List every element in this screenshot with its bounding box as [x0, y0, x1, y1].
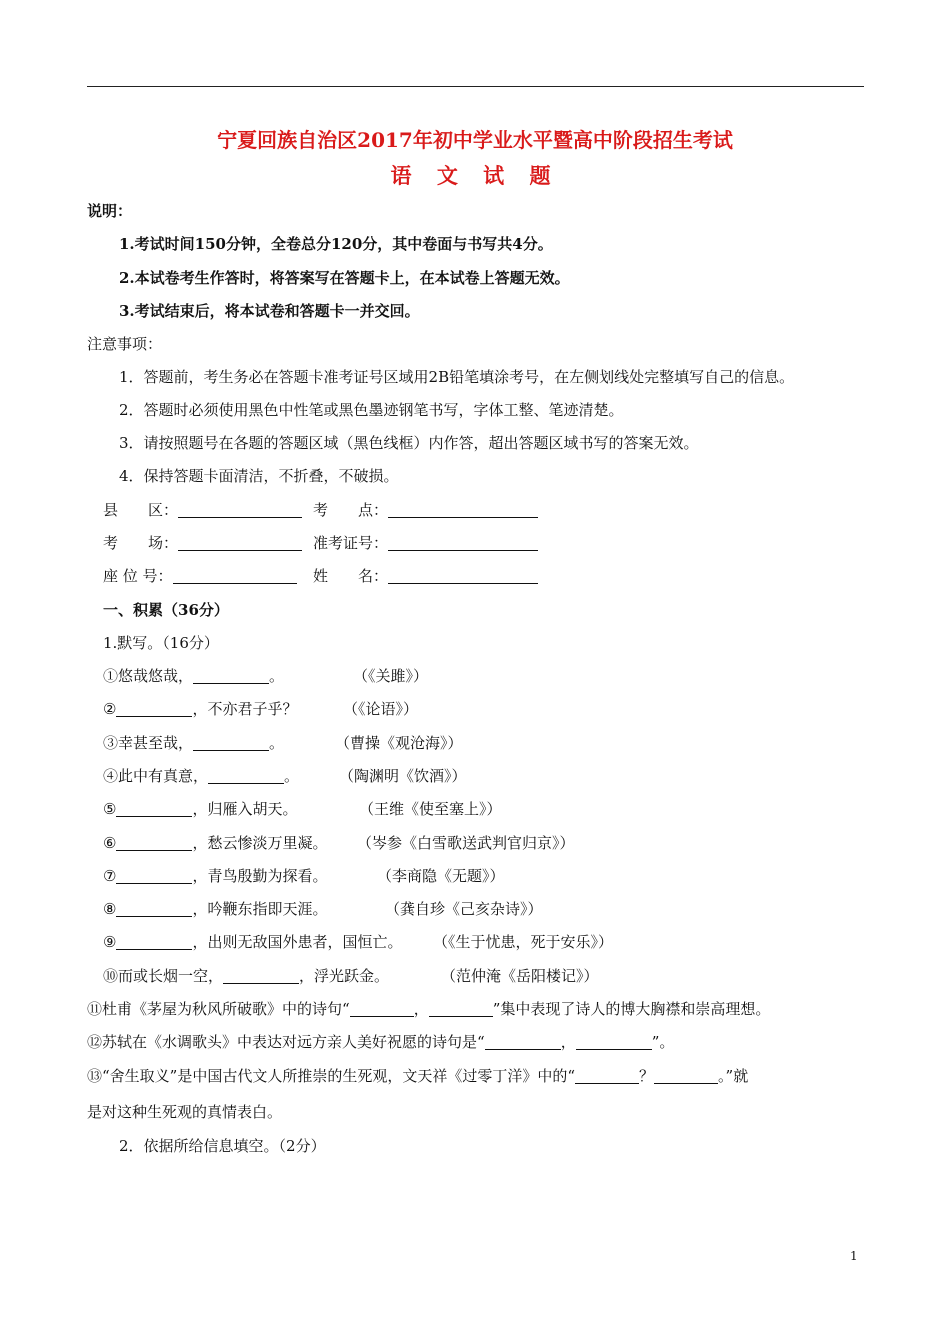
item-number: ⑪	[87, 1000, 103, 1018]
item-number: ⑩	[103, 967, 119, 985]
item-source: （龚自珍《己亥杂诗》）	[385, 900, 543, 918]
county-label: 县 区：	[103, 501, 179, 519]
answer-blank[interactable]	[429, 1002, 493, 1017]
item-text: ，青鸟殷勤为探看。	[192, 867, 328, 885]
answer-blank[interactable]	[116, 702, 192, 717]
q2-heading: 2．依据所给信息填空。（2分）	[119, 1137, 326, 1155]
answer-blank[interactable]	[350, 1002, 414, 1017]
dictation-item	[103, 765, 467, 786]
item-text: ，吟鞭东指即天涯。	[192, 900, 328, 918]
ticket-no-field	[313, 532, 538, 553]
item-number: ⑥	[103, 834, 117, 852]
exam-room-blank[interactable]	[178, 536, 302, 551]
dictation-item-13	[87, 1065, 748, 1086]
item-text: ”。	[651, 1033, 675, 1051]
item-text: ，不亦君子乎？	[192, 700, 298, 718]
exam-room-field	[103, 532, 302, 553]
item-source: （《生于忧患，死于安乐》）	[433, 933, 614, 951]
item-text: 苏轼在《水调歌头》中表达对远方亲人美好祝愿的诗句是“	[102, 1033, 485, 1051]
item-text: 悠哉悠哉，	[118, 667, 194, 685]
exam-site-label: 考 点：	[313, 501, 389, 519]
item-number: ①	[103, 667, 119, 685]
dictation-item-11	[87, 998, 770, 1019]
note-item: 3．请按照题号在各题的答题区域（黑色线框）内作答，超出答题区域书写的答案无效。	[119, 434, 699, 452]
item-source: （岑参《白雪歌送武判官归京》）	[357, 834, 575, 852]
dictation-item	[103, 732, 463, 753]
seat-no-label: 座 位 号：	[103, 567, 173, 585]
answer-blank[interactable]	[116, 935, 192, 950]
ticket-no-label: 准考证号：	[313, 534, 389, 552]
name-blank[interactable]	[388, 569, 538, 584]
instructions-heading: 说明：	[87, 202, 133, 220]
exam-title: 宁夏回族自治区2017年初中学业水平暨高中阶段招生考试	[217, 128, 733, 152]
item-number: ②	[103, 700, 117, 718]
item-text: 。	[269, 667, 285, 685]
item-number: ⑨	[103, 933, 117, 951]
dictation-item	[103, 931, 614, 952]
item-text: ”集中表现了诗人的博大胸襟和崇高理想。	[492, 1000, 771, 1018]
page-number: 1	[850, 1249, 858, 1263]
item-number: ④	[103, 767, 119, 785]
item-text: 此中有真意，	[118, 767, 209, 785]
answer-blank[interactable]	[193, 669, 269, 684]
instruction-item: 1.考试时间150分钟，全卷总分120分，其中卷面与书写共4分。	[119, 235, 553, 253]
header-rule	[87, 86, 864, 87]
instruction-item: 3.考试结束后，将本试卷和答题卡一并交回。	[119, 302, 420, 320]
answer-blank[interactable]	[485, 1035, 561, 1050]
exam-subtitle: 语 文 试 题	[390, 163, 560, 188]
item-source: （范仲淹《岳阳楼记》）	[441, 967, 599, 985]
item-text: ，愁云惨淡万里凝。	[192, 834, 328, 852]
county-field	[103, 499, 302, 520]
dictation-item	[103, 665, 429, 686]
item-source: （《关雎》）	[353, 667, 429, 685]
item-text: ？	[639, 1067, 655, 1085]
dictation-item	[103, 832, 575, 853]
answer-blank[interactable]	[223, 969, 299, 984]
dictation-item-12	[87, 1031, 674, 1052]
item-source: （李商隐《无题》）	[377, 867, 505, 885]
dictation-item	[103, 865, 505, 886]
note-item: 4．保持答题卡面清洁，不折叠，不破损。	[119, 467, 399, 485]
item-text: ，	[413, 1000, 429, 1018]
item-source: （曹操《观沧海》）	[335, 734, 463, 752]
answer-blank[interactable]	[654, 1069, 718, 1084]
item-text: ，归雁入胡天。	[192, 800, 298, 818]
name-label: 姓 名：	[313, 567, 389, 585]
answer-blank[interactable]	[193, 736, 269, 751]
answer-blank[interactable]	[116, 802, 192, 817]
item-source: （王维《使至塞上》）	[359, 800, 502, 818]
item-text: 杜甫《茅屋为秋风所破歌》中的诗句“	[102, 1000, 350, 1018]
q1-heading: 1.默写。（16分）	[103, 634, 219, 652]
item-number: ⑧	[103, 900, 117, 918]
seat-no-field	[103, 565, 297, 586]
exam-site-field	[313, 499, 538, 520]
item-text: ，浮光跃金。	[299, 967, 390, 985]
dictation-item	[103, 698, 419, 719]
section1-heading: 一、积累（36分）	[103, 601, 229, 619]
item-text: 幸甚至哉，	[118, 734, 194, 752]
item-number: ⑦	[103, 867, 117, 885]
item-source: （陶渊明《饮酒》）	[339, 767, 467, 785]
dictation-item-13-continued: 是对这种生死观的真情表白。	[87, 1103, 283, 1121]
notes-heading: 注意事项：	[87, 335, 163, 353]
item-text: 而或长烟一空，	[118, 967, 224, 985]
ticket-no-blank[interactable]	[388, 536, 538, 551]
note-item: 1．答题前，考生务必在答题卡准考证号区域用2B铅笔填涂考号，在左侧划线处完整填写自己的信息。	[119, 368, 795, 386]
dictation-item	[103, 798, 502, 819]
item-text: 。	[269, 734, 285, 752]
item-text: ，出则无敌国外患者，国恒亡。	[192, 933, 403, 951]
item-text: ，	[560, 1033, 576, 1051]
county-blank[interactable]	[178, 503, 302, 518]
item-number: ⑤	[103, 800, 117, 818]
instruction-item: 2.本试卷考生作答时，将答案写在答题卡上，在本试卷上答题无效。	[119, 269, 570, 287]
answer-blank[interactable]	[116, 869, 192, 884]
answer-blank[interactable]	[116, 836, 192, 851]
answer-blank[interactable]	[575, 1069, 639, 1084]
answer-blank[interactable]	[208, 769, 284, 784]
dictation-item-10	[103, 965, 599, 986]
answer-blank[interactable]	[116, 902, 192, 917]
exam-room-label: 考 场：	[103, 534, 179, 552]
seat-no-blank[interactable]	[173, 569, 297, 584]
item-number: ⑬	[87, 1067, 103, 1085]
item-text: 。”就	[718, 1067, 749, 1085]
item-source: （《论语》）	[343, 700, 419, 718]
item-text: “舍生取义”是中国古代文人所推崇的生死观，文天祥《过零丁洋》中的“	[102, 1067, 576, 1085]
item-text: 。	[284, 767, 300, 785]
dictation-item	[103, 898, 543, 919]
name-field	[313, 565, 538, 586]
item-number: ③	[103, 734, 119, 752]
note-item: 2．答题时必须使用黑色中性笔或黑色墨迹钢笔书写，字体工整、笔迹清楚。	[119, 401, 624, 419]
item-number: ⑫	[87, 1033, 103, 1051]
answer-blank[interactable]	[576, 1035, 652, 1050]
exam-site-blank[interactable]	[388, 503, 538, 518]
